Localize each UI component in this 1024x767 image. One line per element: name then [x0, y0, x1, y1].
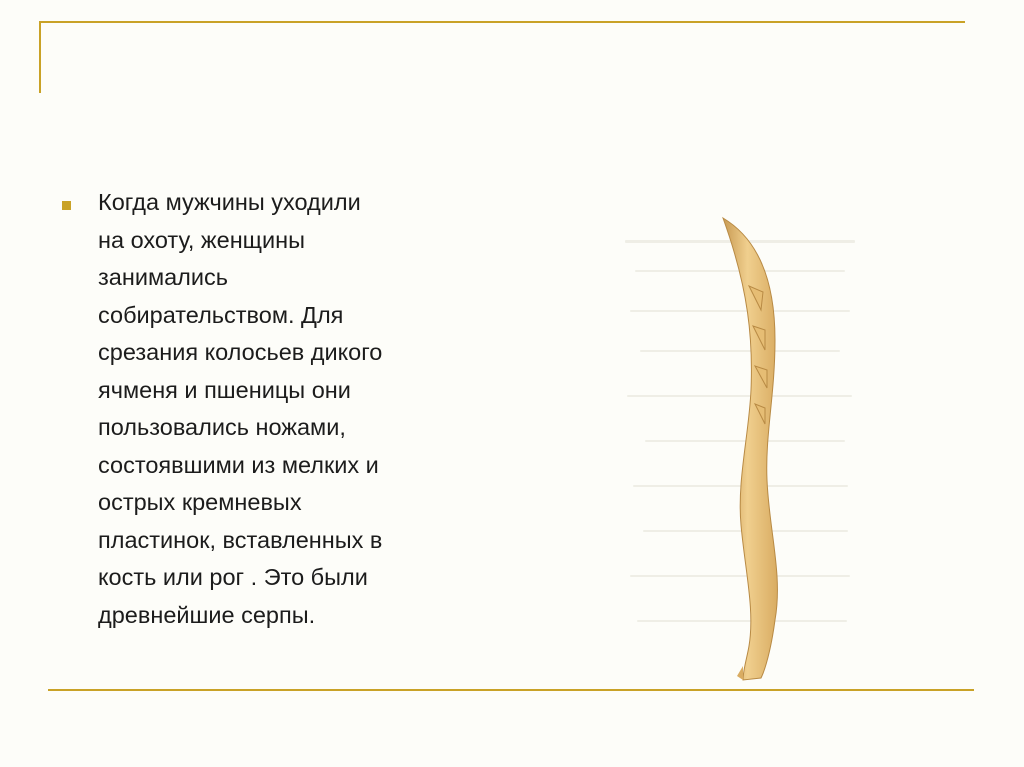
- text-line: срезания колосьев дикого: [98, 339, 383, 365]
- text-line: пластинок, вставленных в: [98, 526, 383, 553]
- text-line: собирательством. Для: [98, 301, 344, 328]
- background-texture: [625, 240, 855, 622]
- text-line: кость или рог . Это были: [98, 564, 368, 590]
- text-line: острых кремневых: [98, 489, 302, 515]
- sickle-base: [737, 666, 743, 680]
- left-rule: [39, 21, 41, 93]
- text-line: Когда мужчины уходили: [98, 189, 361, 215]
- text-line: занимались: [98, 264, 229, 290]
- text-line: пользовались ножами,: [98, 414, 346, 440]
- top-rule: [39, 21, 965, 23]
- text-line: ячменя и пшеницы они: [98, 376, 351, 403]
- text-line: состоявшими из мелких и: [98, 451, 379, 478]
- text-line: древнейшие серпы.: [98, 601, 316, 628]
- bullet-text: [98, 184, 498, 634]
- text-line: на охоту, женщины: [98, 226, 306, 253]
- bottom-rule: [48, 689, 974, 691]
- ancient-sickle-image: [615, 180, 875, 690]
- square-bullet-icon: [62, 201, 71, 210]
